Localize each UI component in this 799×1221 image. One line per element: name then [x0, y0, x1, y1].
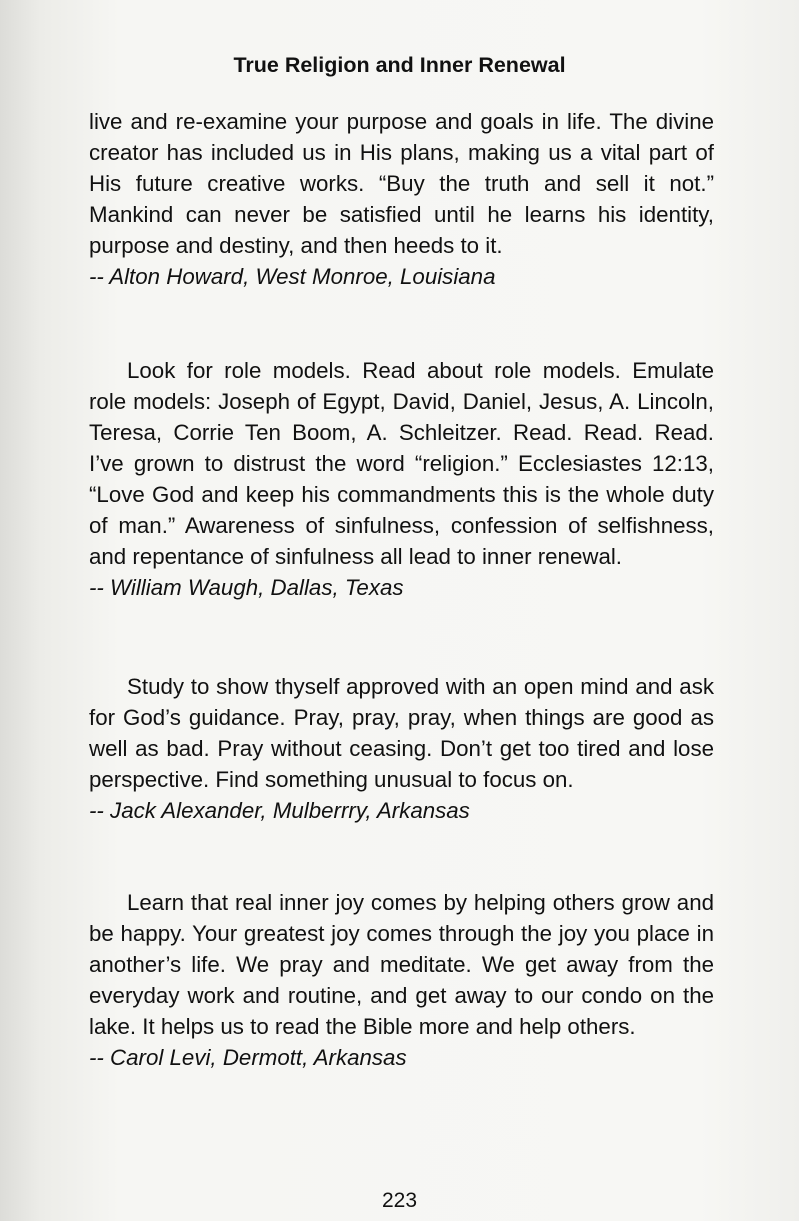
- entry-attribution: -- Carol Levi, Dermott, Arkansas: [89, 1045, 407, 1070]
- entry-waugh: [89, 355, 714, 603]
- page-title: True Religion and Inner Renewal: [233, 53, 566, 77]
- page-number: 223: [381, 1189, 418, 1212]
- entry-attribution: -- Alton Howard, West Monroe, Louisiana: [89, 264, 496, 289]
- entry-text: Look for role models. Read about role models. Emulate role models: Joseph of Egypt, David, Daniel, Jesus, A. Lincoln, Teresa, Corrie Ten Boom, A. Schleitzer. Read. Read. Read. I’ve grown to distrust the word “religion.” Ecclesiastes 12:13, “Love God and keep his commandments this is the whole duty of man.” Awareness of sinfulness, confession of selfishness, and repentance of sinfulness all lead to inner renewal.: [89, 358, 714, 569]
- entry-attribution: -- William Waugh, Dallas, Texas: [89, 575, 404, 600]
- entry-text: live and re-examine your purpose and goals in life. The divine creator has included us in His plans, making us a vital part of His future creative works. “Buy the truth and sell it not.” Mankind can never be satisfied until he learns his identity, purpose and destiny, and then heeds to it.: [89, 109, 714, 258]
- entry-levi: [89, 887, 714, 1073]
- entry-alexander: [89, 671, 714, 826]
- entry-howard: [89, 106, 714, 292]
- entry-text: Learn that real inner joy comes by helping others grow and be happy. Your greatest joy comes through the joy you place in another’s life. We pray and meditate. We get away from the everyday work and routine, and get away to our condo on the lake. It helps us to read the Bible more and help others.: [89, 890, 714, 1039]
- entry-attribution: -- Jack Alexander, Mulberrry, Arkansas: [89, 798, 470, 823]
- entry-text: Study to show thyself approved with an open mind and ask for God’s guidance. Pray, pray, pray, when things are good as well as bad. Pray without ceasing. Don’t get too tired and lose perspective. Find something unusual to focus on.: [89, 674, 714, 792]
